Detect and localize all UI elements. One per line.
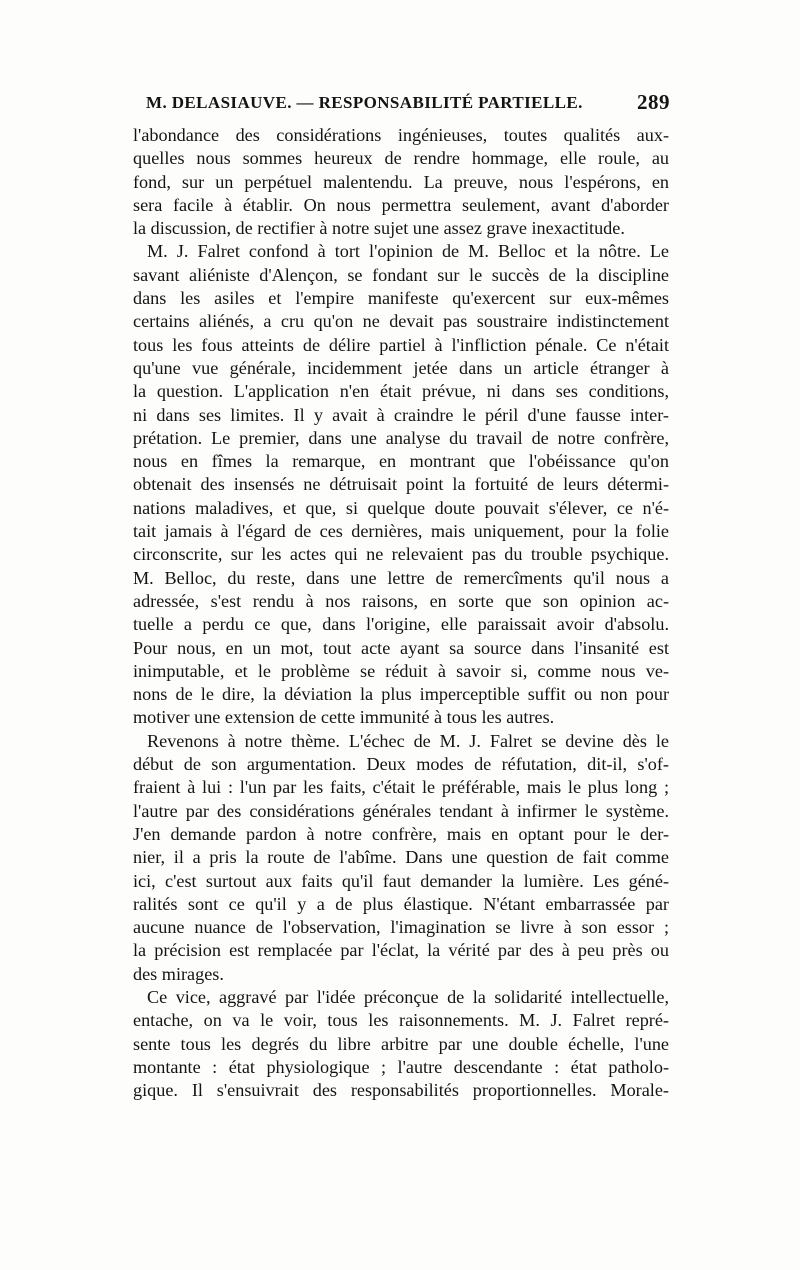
text-line: qu'une vue générale, incidemment jetée dans un article étranger à	[133, 357, 669, 378]
text-line: adressée, s'est rendu à nos raisons, en sorte que son opinion ac-	[133, 590, 669, 611]
text-line: la discussion, de rectifier à notre sujet une assez grave inexactitude.	[133, 218, 625, 239]
body-text	[133, 124, 669, 1102]
running-title: M. DELASIAUVE. — RESPONSABILITÉ PARTIELLE.	[146, 93, 583, 112]
text-line: fraient à lui : l'un par les faits, c'était le préférable, mais le plus long ;	[133, 777, 669, 798]
text-line: début de son argumentation. Deux modes de réfutation, dit-il, s'of-	[133, 754, 669, 775]
text-line: circonscrite, sur les actes qui ne relevaient pas du trouble psychique.	[133, 544, 669, 565]
text-line: Pour nous, en un mot, tout acte ayant sa source dans l'insanité est	[133, 637, 669, 658]
text-line: entache, on va le voir, tous les raisonnements. M. J. Falret repré-	[133, 1010, 669, 1031]
text-line: sente tous les degrés du libre arbitre par une double échelle, l'une	[133, 1033, 669, 1054]
text-line: prétation. Le premier, dans une analyse du travail de notre confrère,	[133, 427, 669, 448]
text-line: Revenons à notre thème. L'échec de M. J. Falret se devine dès le	[147, 730, 669, 751]
running-header	[140, 90, 670, 119]
text-line: tous les fous atteints de délire partiel à l'infliction pénale. Ce n'était	[133, 334, 669, 355]
text-line: ralités sont ce qu'il y a de plus élastique. N'étant embarrassée par	[133, 893, 669, 914]
text-line: motiver une extension de cette immunité à tous les autres.	[133, 707, 555, 728]
page-number: 289	[637, 90, 670, 114]
text-line: dans les asiles et l'empire manifeste qu'exercent sur eux-mêmes	[133, 288, 669, 309]
text-line: l'abondance des considérations ingénieuses, toutes qualités aux-	[133, 125, 669, 145]
text-line: J'en demande pardon à notre confrère, mais en optant pour le der-	[133, 823, 669, 844]
text-line: Ce vice, aggravé par l'idée préconçue de la solidarité intellectuelle,	[147, 986, 669, 1007]
text-line: la question. L'application n'en était prévue, ni dans ses conditions,	[133, 381, 669, 402]
text-line: inimputable, et le problème se réduit à savoir si, comme nous ve-	[133, 660, 669, 681]
text-line: gique. Il s'ensuivrait des responsabilités proportionnelles. Morale-	[133, 1080, 669, 1101]
text-line: obtenait des insensés ne détruisait point la fortuité de leurs détermi-	[133, 474, 669, 495]
text-line: ici, c'est surtout aux faits qu'il faut demander la lumière. Les géné-	[133, 870, 669, 891]
text-line: tuelle a perdu ce que, dans l'origine, elle paraissait avoir d'absolu.	[133, 614, 669, 635]
text-line: nous en fîmes la remarque, en montrant que l'obéissance qu'on	[133, 451, 669, 472]
text-line: M. Belloc, du reste, dans une lettre de remercîments qu'il nous a	[133, 567, 669, 588]
text-line: la précision est remplacée par l'éclat, la vérité par des à peu près ou	[133, 940, 669, 961]
text-line: sera facile à établir. On nous permettra seulement, avant d'aborder	[133, 194, 669, 215]
text-line: l'autre par des considérations générales tendant à infirmer le système.	[133, 800, 669, 821]
text-line: nons de le dire, la déviation la plus imperceptible suffit ou non pour	[133, 684, 669, 705]
text-line: M. J. Falret confond à tort l'opinion de M. Belloc et la nôtre. Le	[147, 241, 669, 262]
text-line: nations maladives, et que, si quelque doute pouvait s'élever, ce n'é-	[133, 497, 669, 518]
text-line: des mirages.	[133, 963, 224, 984]
text-line: nier, il a pris la route de l'abîme. Dans une question de fait comme	[133, 847, 669, 868]
text-line: quelles nous sommes heureux de rendre hommage, elle roule, au	[133, 148, 669, 169]
text-line: tait jamais à l'égard de ces dernières, mais uniquement, pour la folie	[133, 521, 669, 542]
text-line: savant aliéniste d'Alençon, se fondant sur le succès de la discipline	[133, 264, 669, 285]
text-line: aucune nuance de l'observation, l'imagination se livre à son essor ;	[133, 917, 669, 938]
text-line: ni dans ses limites. Il y avait à craindre le péril d'une fausse inter-	[133, 404, 669, 425]
text-line: certains aliénés, a cru qu'on ne devait pas soustraire indistinctement	[133, 311, 669, 332]
text-line: montante : état physiologique ; l'autre descendante : état patholo-	[133, 1056, 669, 1077]
text-line: fond, sur un perpétuel malentendu. La preuve, nous l'espérons, en	[133, 171, 669, 192]
